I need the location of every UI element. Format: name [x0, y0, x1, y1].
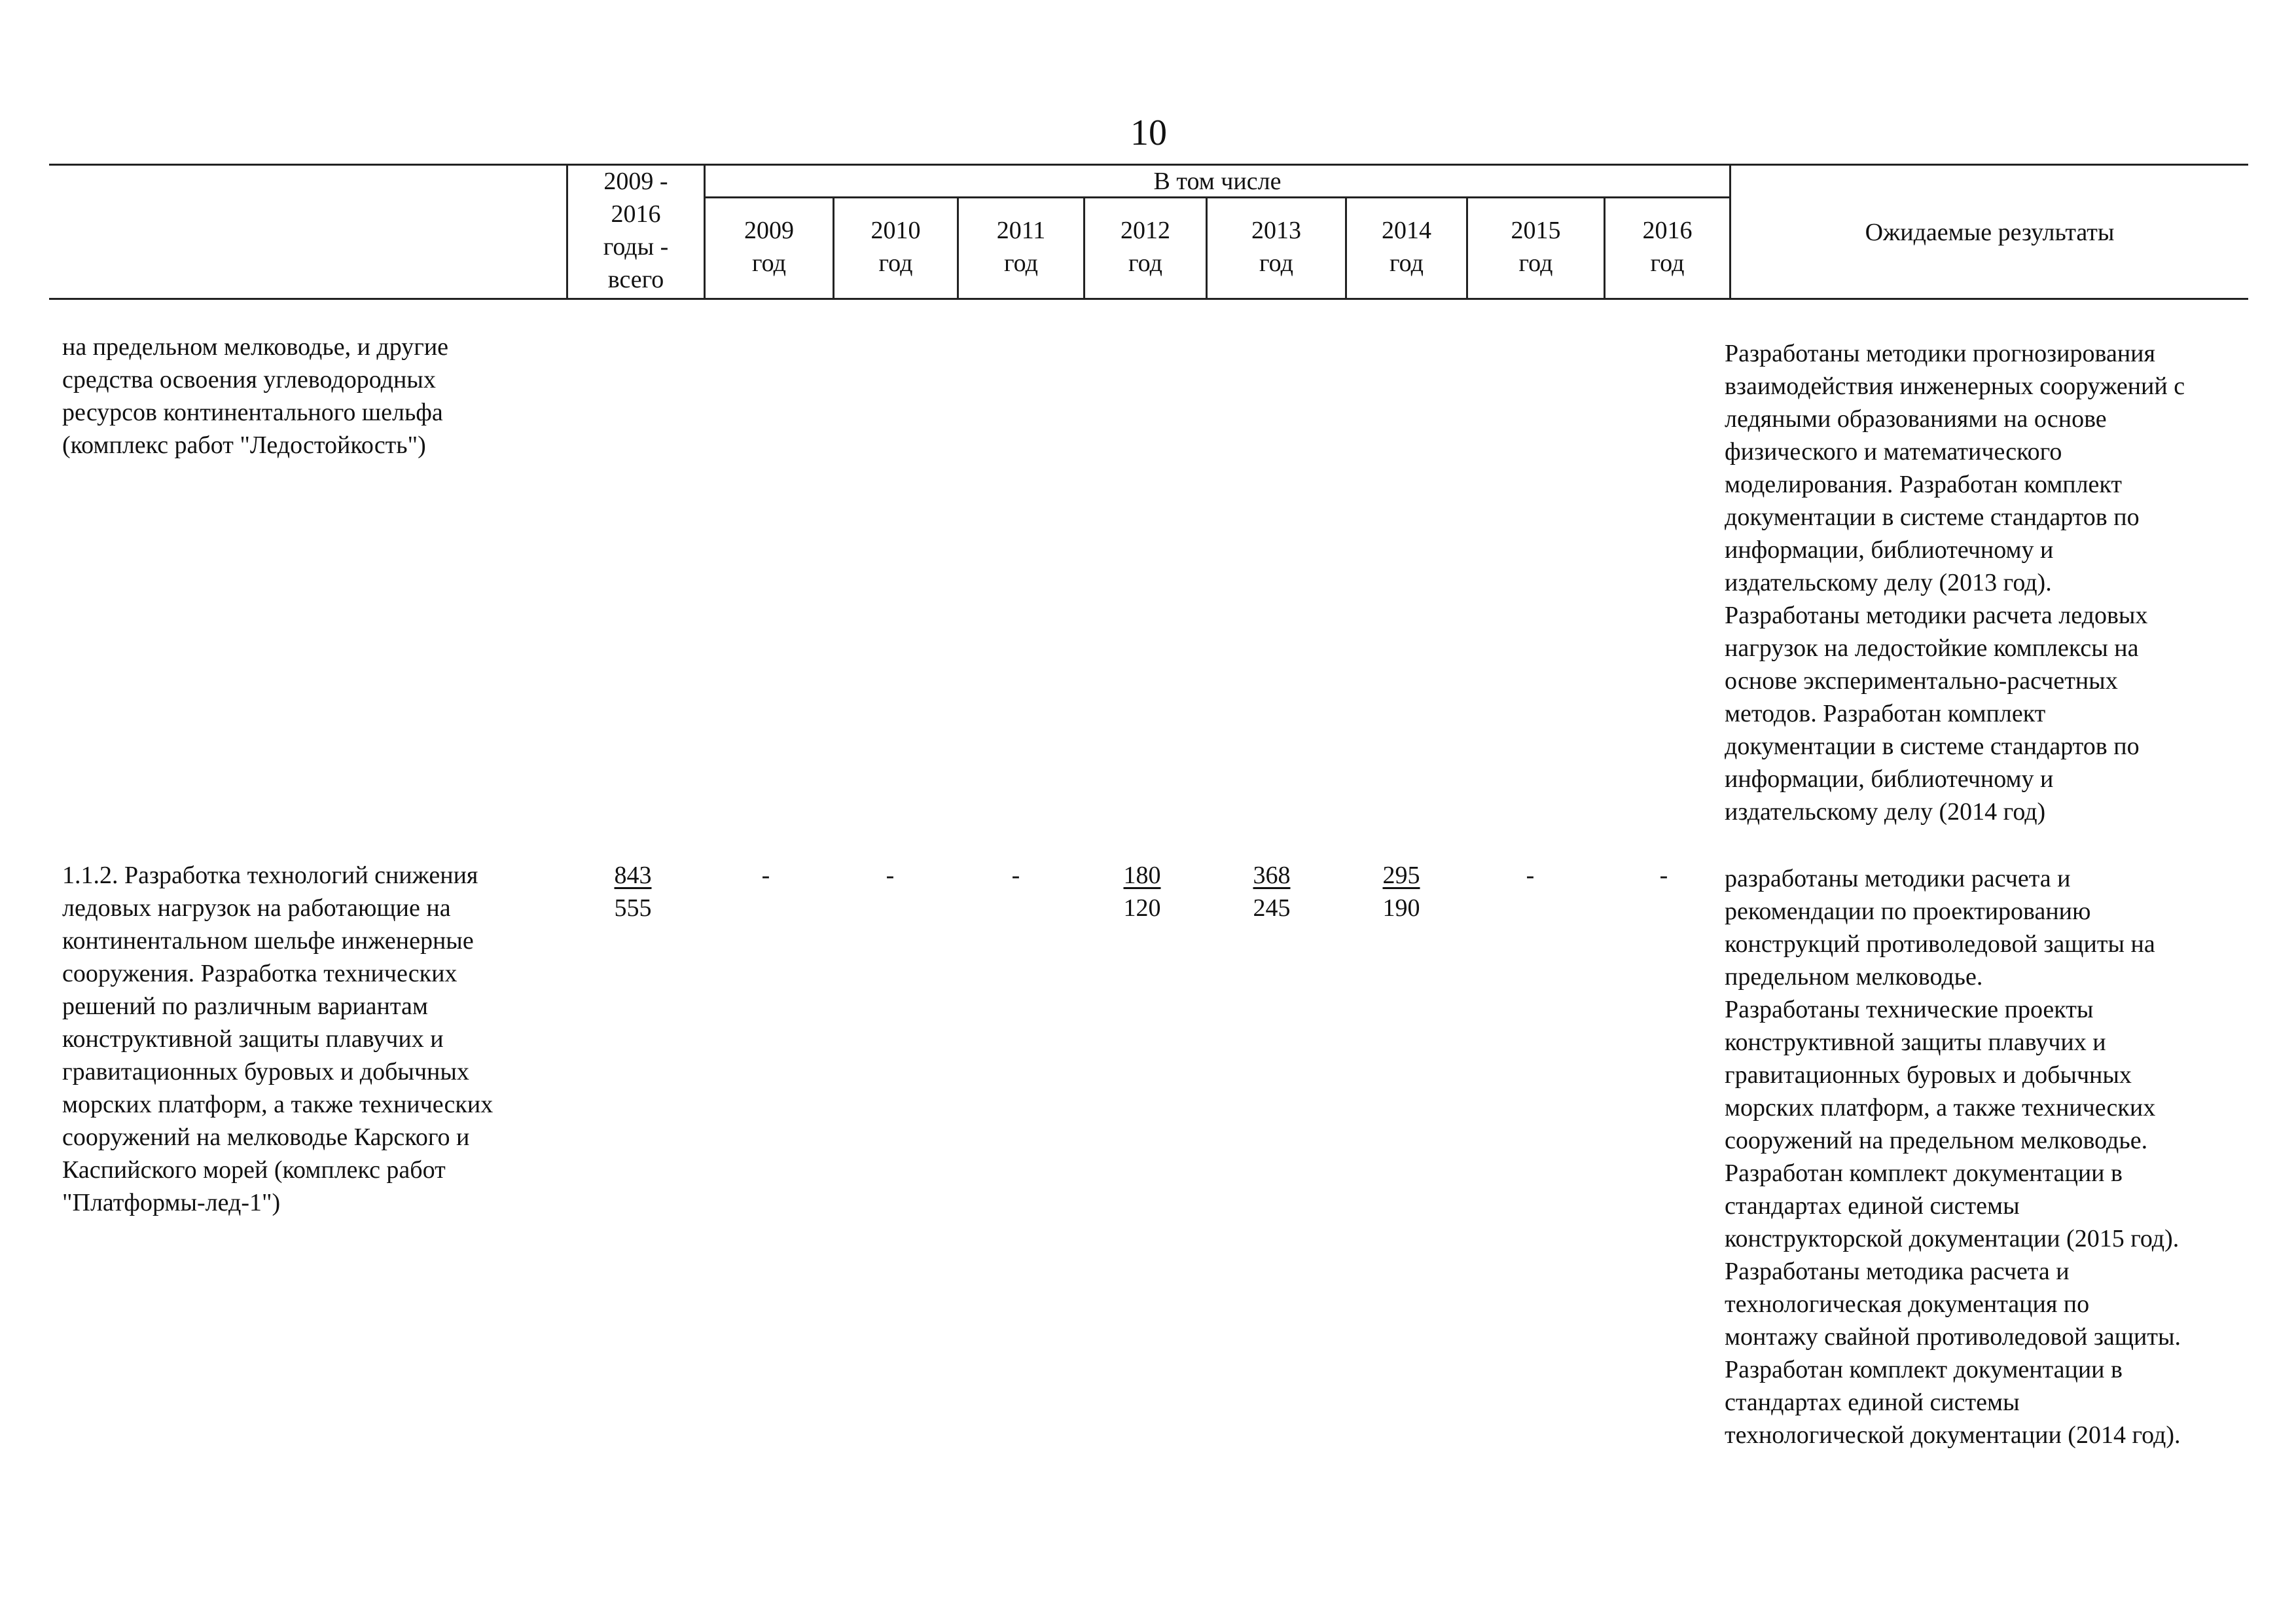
- header-year-label: 2015: [1511, 217, 1561, 244]
- total-top-value: 843: [614, 862, 652, 889]
- header-group-label: В том числе: [1153, 168, 1282, 195]
- row-value-2012: [1106, 859, 1178, 924]
- header-year-label: 2011: [996, 217, 1046, 244]
- header-year-2012: [1085, 214, 1206, 280]
- header-year-2013: [1208, 214, 1345, 280]
- header-year-unit: год: [878, 249, 913, 277]
- group-divider-rule: [704, 196, 1731, 198]
- row-expected-results: разработаны методики расчета и рекомендации по проектированию конструкций противоледовой защиты на предельном мелководье. Разработаны технические проекты конструктивной защиты плавучих и гравитационных буровых и добычных морских платформ, а также технических сооружений на предельном мелководье. Разработан комплект документации в стандартах единой системы конструкторской документации (2015 год). Разработаны методика расчета и технологическая документация по монтажу свайной противоледовой защиты. Разработан комплект документации в стандартах единой системы технологической документации (2014 год).: [1725, 865, 2181, 1449]
- row-value-2013: [1236, 859, 1308, 924]
- header-year-unit: год: [1650, 249, 1685, 277]
- row-description: на предельном мелководье, и другие средства освоения углеводородных ресурсов континентального шельфа (комплекс работ "Ледостойкость"): [62, 333, 449, 459]
- row-value-2016: -: [1659, 862, 1668, 889]
- value-2012-bottom: 120: [1123, 894, 1161, 922]
- row-value-2010: -: [886, 862, 895, 889]
- header-year-label: 2010: [870, 217, 921, 244]
- header-year-unit: год: [1390, 249, 1424, 277]
- value-2013-bottom: 245: [1253, 894, 1291, 922]
- value-2013-top: 368: [1253, 862, 1291, 889]
- header-top-rule: [49, 164, 2248, 166]
- header-year-label: 2013: [1251, 217, 1301, 244]
- header-total-column: [568, 165, 704, 296]
- value-2014-bottom: 190: [1382, 894, 1420, 922]
- total-bottom-value: 555: [614, 894, 652, 922]
- row-value-2014: [1365, 859, 1437, 924]
- header-year-unit: год: [1004, 249, 1038, 277]
- row-value-2009: -: [761, 862, 770, 889]
- header-bottom-rule: [49, 298, 2248, 300]
- header-year-2011: [959, 214, 1083, 280]
- header-results-label: Ожидаемые результаты: [1865, 219, 2115, 246]
- row-expected-results: Разработаны методики прогнозирования взаимодействия инженерных сооружений с ледяными образованиями на основе физического и математического моделирования. Разработан комплект документации в системе стандартов по информации, библиотечному и издательскому делу (2013 год). Разработаны методики расчета ледовых нагрузок на ледостойкие комплексы на основе экспериментально-расчетных методов. Разработан комплект документации в системе стандартов по информации, библиотечному и издательскому делу (2014 год): [1725, 340, 2185, 826]
- row-value-2015: -: [1526, 862, 1535, 889]
- value-2014-top: 295: [1382, 862, 1420, 889]
- header-year-label: 2009: [744, 217, 794, 244]
- header-year-label: 2016: [1642, 217, 1693, 244]
- header-year-unit: год: [1259, 249, 1293, 277]
- value-2012-top: 180: [1123, 862, 1161, 889]
- header-total-line: всего: [607, 266, 664, 293]
- header-year-2015: [1468, 214, 1604, 280]
- header-year-2016: [1605, 214, 1729, 280]
- header-year-2014: [1347, 214, 1466, 280]
- header-total-line: годы -: [603, 233, 669, 261]
- header-year-unit: год: [1128, 249, 1162, 277]
- header-year-unit: год: [752, 249, 786, 277]
- row-value-2011: -: [1011, 862, 1020, 889]
- page-number: 10: [1130, 113, 1167, 153]
- header-year-unit: год: [1518, 249, 1553, 277]
- row-description: 1.1.2. Разработка технологий снижения ледовых нагрузок на работающие на континентальном шельфе инженерные сооружения. Разработка технических решений по различным вариантам конструктивной защиты плавучих и гравитационных буровых и добычных морских платформ, а также технических сооружений на мелководье Карского и Каспийского морей (комплекс работ "Платформы-лед-1"): [62, 862, 493, 1216]
- header-total-line: 2009 -: [603, 168, 668, 195]
- row-total-value: [597, 859, 669, 924]
- header-year-2009: [706, 214, 833, 280]
- header-year-label: 2014: [1382, 217, 1431, 244]
- header-year-2010: [834, 214, 957, 280]
- header-year-label: 2012: [1121, 217, 1170, 244]
- header-total-line: 2016: [611, 200, 661, 228]
